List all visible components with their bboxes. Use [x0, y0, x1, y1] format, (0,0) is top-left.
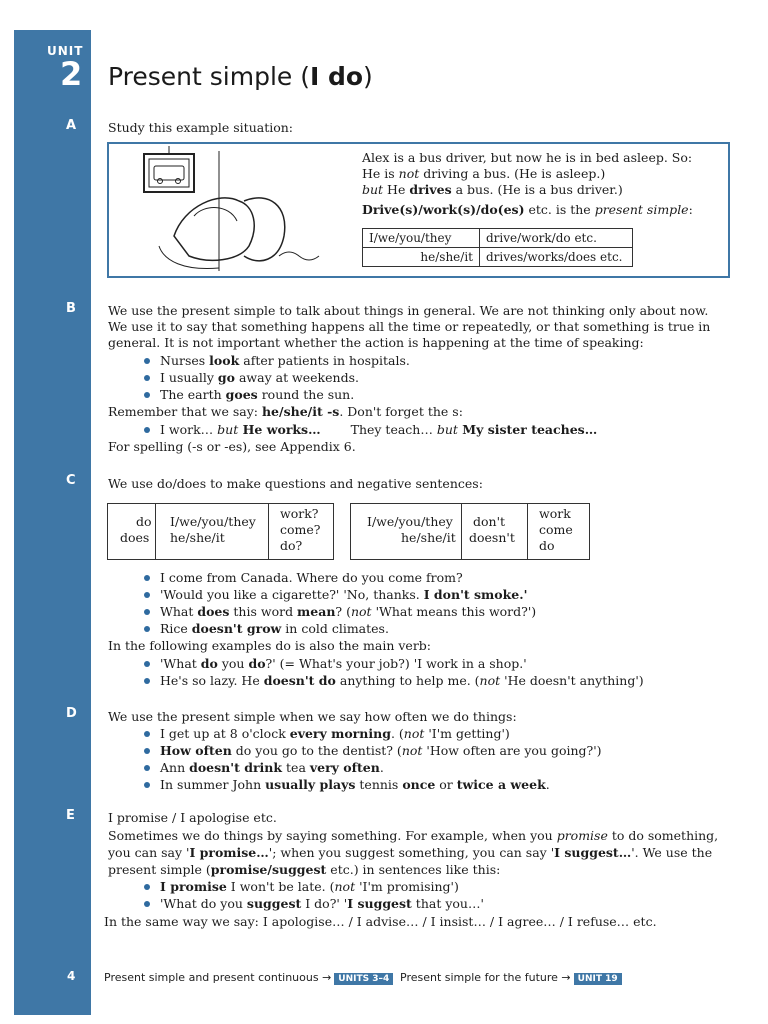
negative-form-table: I/we/you/they he/she/it don't doesn't work come do	[350, 503, 590, 560]
a-line-3: but He drives a bus. (He is a bus driver.)	[362, 182, 623, 197]
d-example-3: Ann doesn't drink tea very often.	[160, 760, 384, 775]
c-main-verb-note: In the following examples do is also the main verb:	[108, 638, 432, 653]
c-intro: We use do/does to make questions and negative sentences:	[108, 476, 483, 491]
b-para-2: We use it to say that something happens all the time or repeatedly, or that something is true in	[108, 319, 711, 334]
d-example-4: In summer John usually plays tennis once or twice a week.	[160, 777, 550, 792]
section-a-intro: Study this example situation:	[108, 120, 294, 135]
page-number: 4	[67, 969, 76, 983]
footer-link-future[interactable]: Present simple for the future → UNIT 19	[400, 971, 622, 985]
section-letter-d: D	[66, 706, 77, 721]
e-para-3: present simple (promise/suggest etc.) in sentences like this:	[108, 862, 501, 877]
present-simple-forms-table: I/we/you/they drive/work/do etc. he/she/it drives/works/does etc.	[362, 228, 633, 267]
footer-link-continuous[interactable]: Present simple and present continuous → UNITS 3–4	[104, 971, 393, 985]
section-letter-c: C	[66, 473, 76, 488]
e-last-line: In the same way we say: I apologise… / I advise… / I insist… / I agree… / I refuse… etc.	[104, 914, 657, 929]
e-example-1: I promise I won't be late. (not 'I'm promising')	[160, 879, 459, 894]
b-example-2: I usually go away at weekends.	[160, 370, 359, 385]
unit-label: UNIT	[47, 44, 84, 58]
c-example-6: He's so lazy. He doesn't do anything to help me. (not 'He doesn't anything')	[160, 673, 644, 688]
e-para-2: you can say 'I promise…'; when you suggest something, you can say 'I suggest…'. We use the	[108, 845, 713, 860]
a-line-2: He is not driving a bus. (He is asleep.)	[362, 166, 606, 181]
c-example-5: 'What do you do?' (= What's your job?) 'I work in a shop.'	[160, 656, 527, 671]
b-spelling: For spelling (-s or -es), see Appendix 6.	[108, 439, 356, 454]
c-example-2: 'Would you like a cigarette?' 'No, thanks. I don't smoke.'	[160, 587, 528, 602]
b-para-1: We use the present simple to talk about things in general. We are not thinking only about now.	[108, 303, 709, 318]
e-para-1: Sometimes we do things by saying something. For example, when you promise to do something,	[108, 828, 719, 843]
d-example-2: How often do you go to the dentist? (not 'How often are you going?')	[160, 743, 602, 758]
e-example-2: 'What do you suggest I do?' 'I suggest that you…'	[160, 896, 484, 911]
d-intro: We use the present simple when we say how often we do things:	[108, 709, 517, 724]
section-letter-a: A	[66, 118, 77, 133]
section-letter-e: E	[66, 808, 75, 823]
b-example-3: The earth goes round the sun.	[160, 387, 355, 402]
c-example-3: What does this word mean? (not 'What means this word?')	[160, 604, 537, 619]
e-heading: I promise / I apologise etc.	[108, 810, 277, 825]
page-title: Present simple (I do)	[108, 62, 373, 91]
sleeping-man-illustration	[129, 146, 369, 276]
c-example-1: I come from Canada. Where do you come from?	[160, 570, 463, 585]
b-example-1: Nurses look after patients in hospitals.	[160, 353, 410, 368]
d-example-1: I get up at 8 o'clock every morning. (not 'I'm getting')	[160, 726, 510, 741]
question-form-table: do does I/we/you/they he/she/it work? come? do?	[107, 503, 334, 560]
unit-number: 2	[60, 55, 83, 93]
unit-19-badge[interactable]: UNIT 19	[574, 973, 622, 985]
unit-sidebar	[14, 30, 91, 1015]
b-para-3: general. It is not important whether the action is happening at the time of speaking:	[108, 335, 644, 350]
b-remember: Remember that we say: he/she/it -s. Don't forget the s:	[108, 404, 463, 419]
b-example-4: I work… but He works… They teach… but My sister teaches…	[160, 422, 598, 437]
a-line-1: Alex is a bus driver, but now he is in bed asleep. So:	[362, 150, 693, 165]
a-line-4: Drive(s)/work(s)/do(es) etc. is the present simple:	[362, 202, 693, 217]
example-situation-box	[107, 142, 730, 278]
units-3-4-badge[interactable]: UNITS 3–4	[334, 973, 393, 985]
section-letter-b: B	[66, 301, 76, 316]
c-example-4: Rice doesn't grow in cold climates.	[160, 621, 389, 636]
